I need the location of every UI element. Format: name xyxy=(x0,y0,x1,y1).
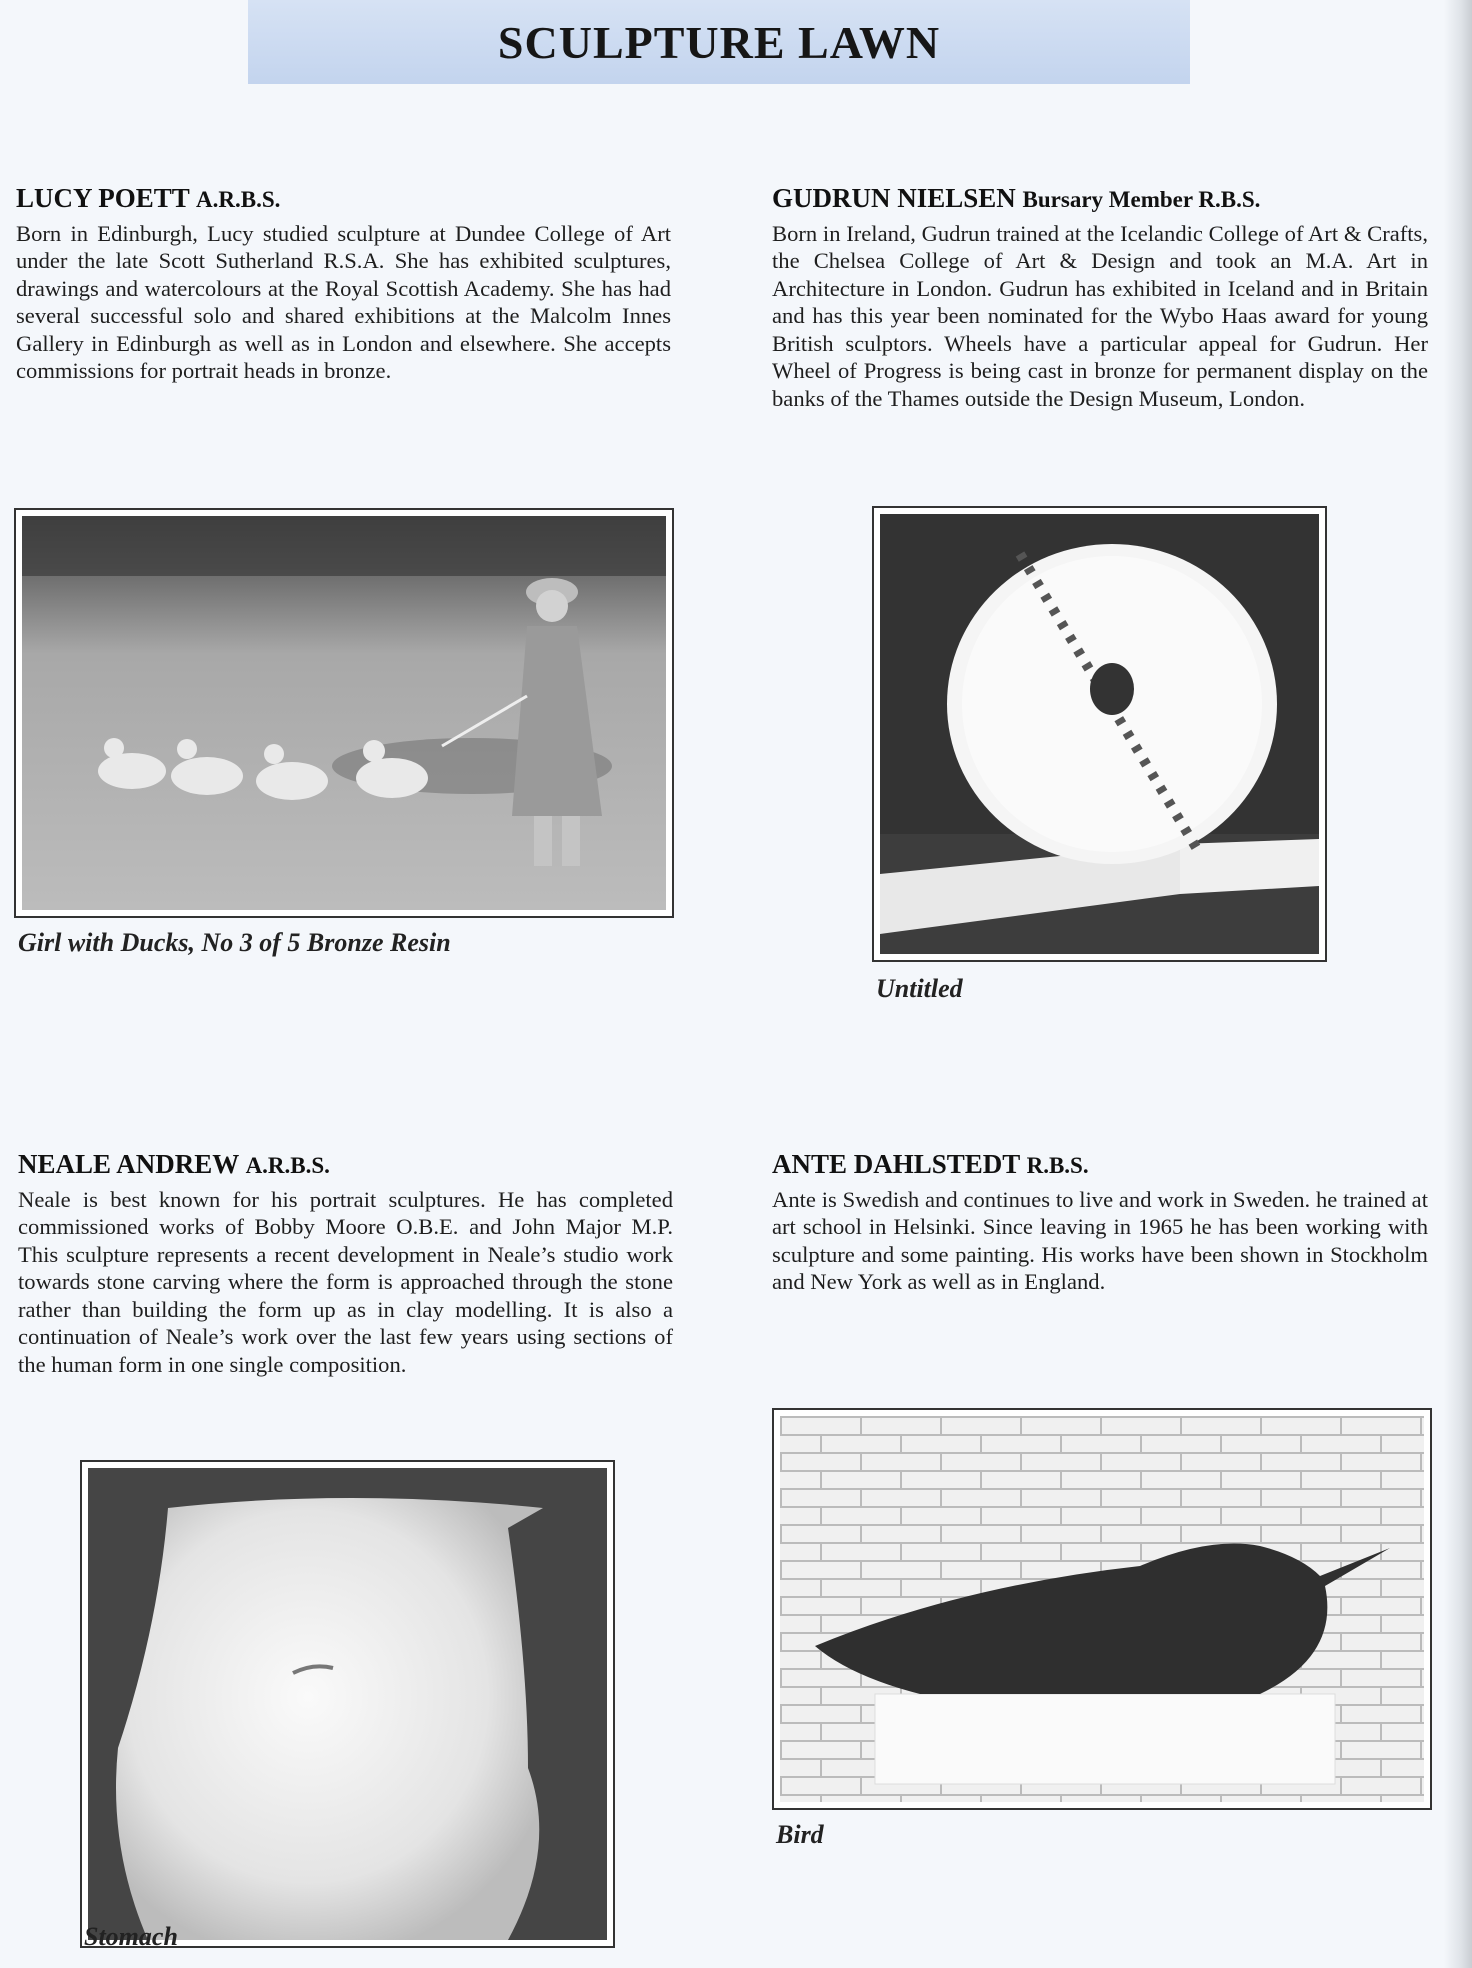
artist-name: ANTE DAHLSTEDT xyxy=(772,1149,1020,1179)
artist-honour: A.R.B.S. xyxy=(245,1153,330,1178)
caption-girl-with-ducks: Girl with Ducks, No 3 of 5 Bronze Resin xyxy=(18,928,451,957)
page-edge xyxy=(1444,0,1472,1968)
artist-section-gudrun-nielsen xyxy=(772,184,1428,412)
photo-stomach xyxy=(80,1460,615,1948)
page-title: SCULPTURE LAWN xyxy=(497,16,941,68)
artist-honour: A.R.B.S. xyxy=(196,187,281,212)
artist-honour: Bursary Member R.B.S. xyxy=(1022,187,1261,212)
artist-bio: Ante is Swedish and continues to live and work in Sweden. he trained at art school in Helsinki. Since leaving in 1965 he has been working with sculpture and some painting. His works have been shown in Stockholm and New York as well as in England. xyxy=(772,1186,1428,1295)
artist-bio: Neale is best known for his portrait sculptures. He has completed commissioned works of Bobby Moore O.B.E. and John Major M.P. This sculpture represents a recent development in Neale’s studio work towards stone carving where the form is approached through the stone rather than building the form up as in clay modelling. It is also a continuation of Neale’s work over the last few years using sections of the human form in one single composition. xyxy=(18,1186,673,1377)
photo-bird xyxy=(772,1408,1432,1810)
photo-girl-with-ducks xyxy=(14,508,674,918)
photo-untitled-wheel xyxy=(872,506,1327,962)
artist-name: GUDRUN NIELSEN xyxy=(772,183,1016,213)
artist-bio: Born in Ireland, Gudrun trained at the Icelandic College of Art & Crafts, the Chelsea College of Art & Design and took an M.A. Art in Architecture in London. Gudrun has exhibited in Iceland and in Britain and has this year been nominated for the Wybo Haas award for young British sculptors. Wheels have a particular appeal for Gudrun. Her Wheel of Progress is being cast in bronze for permanent display on the banks of the Thames outside the Design Museum, London. xyxy=(772,220,1428,411)
photo-girl-with-ducks-image xyxy=(22,516,666,910)
artist-section-lucy-poett xyxy=(16,184,671,385)
artist-section-neale-andrew xyxy=(18,1150,673,1378)
artist-bio: Born in Edinburgh, Lucy studied sculpture at Dundee College of Art under the late Scott Sutherland R.S.A. She has exhibited sculptures, drawings and watercolours at the Royal Scottish Academy. She has had several successful solo and shared exhibitions at the Malcolm Innes Gallery in Edinburgh as well as in London and elsewhere. She accepts commissions for portrait heads in bronze. xyxy=(16,220,671,384)
artist-name: NEALE ANDREW xyxy=(18,1149,239,1179)
caption-stomach: Stomach xyxy=(84,1922,178,1951)
page-title-banner xyxy=(248,0,1190,84)
photo-untitled-wheel-image xyxy=(880,514,1319,954)
artist-heading xyxy=(772,184,1428,214)
photo-bird-image xyxy=(780,1416,1424,1802)
artist-heading xyxy=(18,1150,673,1180)
caption-untitled: Untitled xyxy=(876,974,963,1003)
artist-section-ante-dahlstedt xyxy=(772,1150,1428,1296)
caption-bird: Bird xyxy=(776,1820,824,1849)
artist-name: LUCY POETT xyxy=(16,183,190,213)
artist-honour: R.B.S. xyxy=(1026,1153,1089,1178)
artist-heading xyxy=(772,1150,1428,1180)
artist-heading xyxy=(16,184,671,214)
photo-stomach-image xyxy=(88,1468,607,1940)
